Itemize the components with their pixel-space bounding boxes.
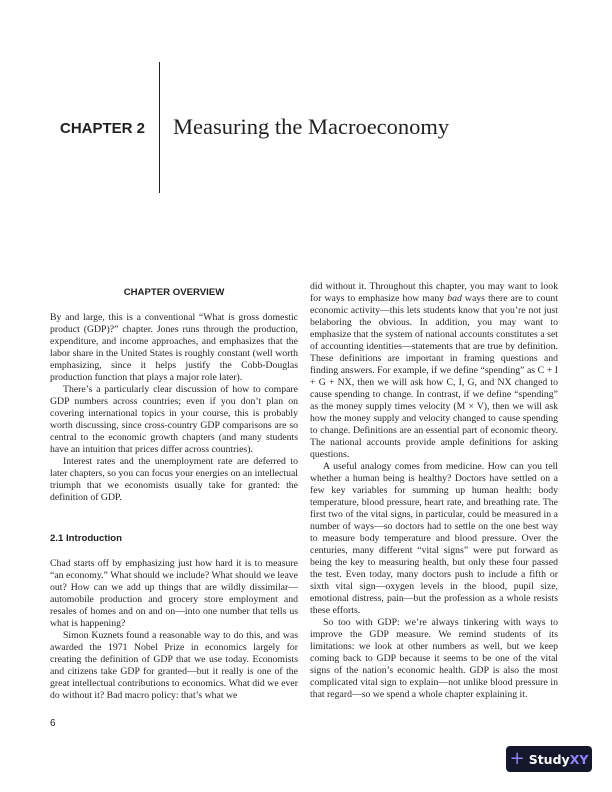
paragraph [310, 281, 558, 461]
left-column [50, 287, 298, 702]
header-divider [159, 62, 160, 193]
emphasis: bad [447, 293, 462, 304]
paragraph: There’s a particularly clear discussion of how to compare GDP numbers across countries; even if you don’t plan on covering international topics in your course, this is probably worth discussing, since cross-country GDP comparisons are so central to the economic growth chapters (and many students have an intuition that prices differ across countries). [50, 384, 298, 455]
paragraph: Interest rates and the unemployment rate are deferred to later chapters, so you can focus your energies on an intellectual triumph that we economists usually take for granted: the definition of GDP. [50, 456, 298, 503]
section-heading: 2.1 Introduction [50, 533, 122, 544]
chapter-title: Measuring the Macroeconomy [173, 114, 450, 139]
paragraph: Chad starts off by emphasizing just how hard it is to measure “an economy.” What should we include? What should we leave out? How can we add up things that are wildly dissimilar—automobile production and grocery store employment and resales of homes and on and on—into one number that tells us what is happening? [50, 558, 298, 629]
text: did without it. Throughout this chapter, you may want to look for ways to emphasize how many [310, 281, 558, 304]
paragraph: A useful analogy comes from medicine. How can you tell whether a human being is healthy? Doctors have settled on a few key variables for summing up human health: body temperature, blood pressure, heart rate, and breathing rate. The first two of the vital signs, in particular, could be measured in a number of ways—so doctors had to settle on the one best way to measure body temperature and blood pressure. Over the centuries, many different “vital signs” were put forward as being the key to measuring health, but only these four passed the test. Even today, many doctors push to include a fifth or sixth vital sign—oxygen levels in the blood, pupil size, emotional distress, pain—but the profession as a whole resists these efforts. [310, 461, 558, 616]
plus-icon: + [509, 748, 525, 769]
right-column [310, 281, 558, 701]
badge-text-accent: XY [569, 751, 589, 767]
chapter-label: CHAPTER 2 [60, 120, 146, 137]
paragraph: By and large, this is a conventional “What is gross domestic product (GDP)?” chapter. Jones runs through the production, expenditure, and income approaches, and emphasizes that the labor share in the United States is roughly constant (well worth emphasizing, since it helps justify the Cobb-Douglas production function that plays a major role later). [50, 312, 298, 383]
paragraph: Simon Kuznets found a reasonable way to do this, and was awarded the 1971 Nobel Prize in economics largely for creating the definition of GDP that we use today. Economists and citizens take GDP for granted—but it really is one of the great intellectual contributions to economics. What did we ever do without it? Bad macro policy: that’s what we [50, 630, 298, 701]
studyxy-badge[interactable] [506, 746, 592, 772]
paragraph: So too with GDP: we’re always tinkering with ways to improve the GDP measure. We remind students of its limitations: we look at other numbers as well, but we keep coming back to GDP because it seems to be one of the vital signs of the nation’s economic health. GDP is also the most complicated vital sign to explain—not unlike blood pressure in that regard—so we spend a whole chapter explaining it. [310, 617, 558, 700]
overview-heading: CHAPTER OVERVIEW [123, 287, 225, 298]
page-number: 6 [50, 718, 56, 729]
text: ways there are to count economic activity—this lets students know that you’re not just belaboring the obvious. In addition, you may want to emphasize that the system of national accounts constitutes a set of accounting identities—statements that are true by definition. These definitions are important in framing questions and finding answers. For example, if we define “spending” as C + I + G + NX, then we will ask how C, I, G, and NX changed to cause spending to change. In contrast, if we define “spending” as the money supply times velocity (M × V), then we will ask how the money supply and velocity changed to cause spending to change. Definitions are an essential part of economic theory. The national accounts provide ample definitions for asking questions. [310, 293, 559, 460]
badge-text: Study [528, 751, 570, 767]
